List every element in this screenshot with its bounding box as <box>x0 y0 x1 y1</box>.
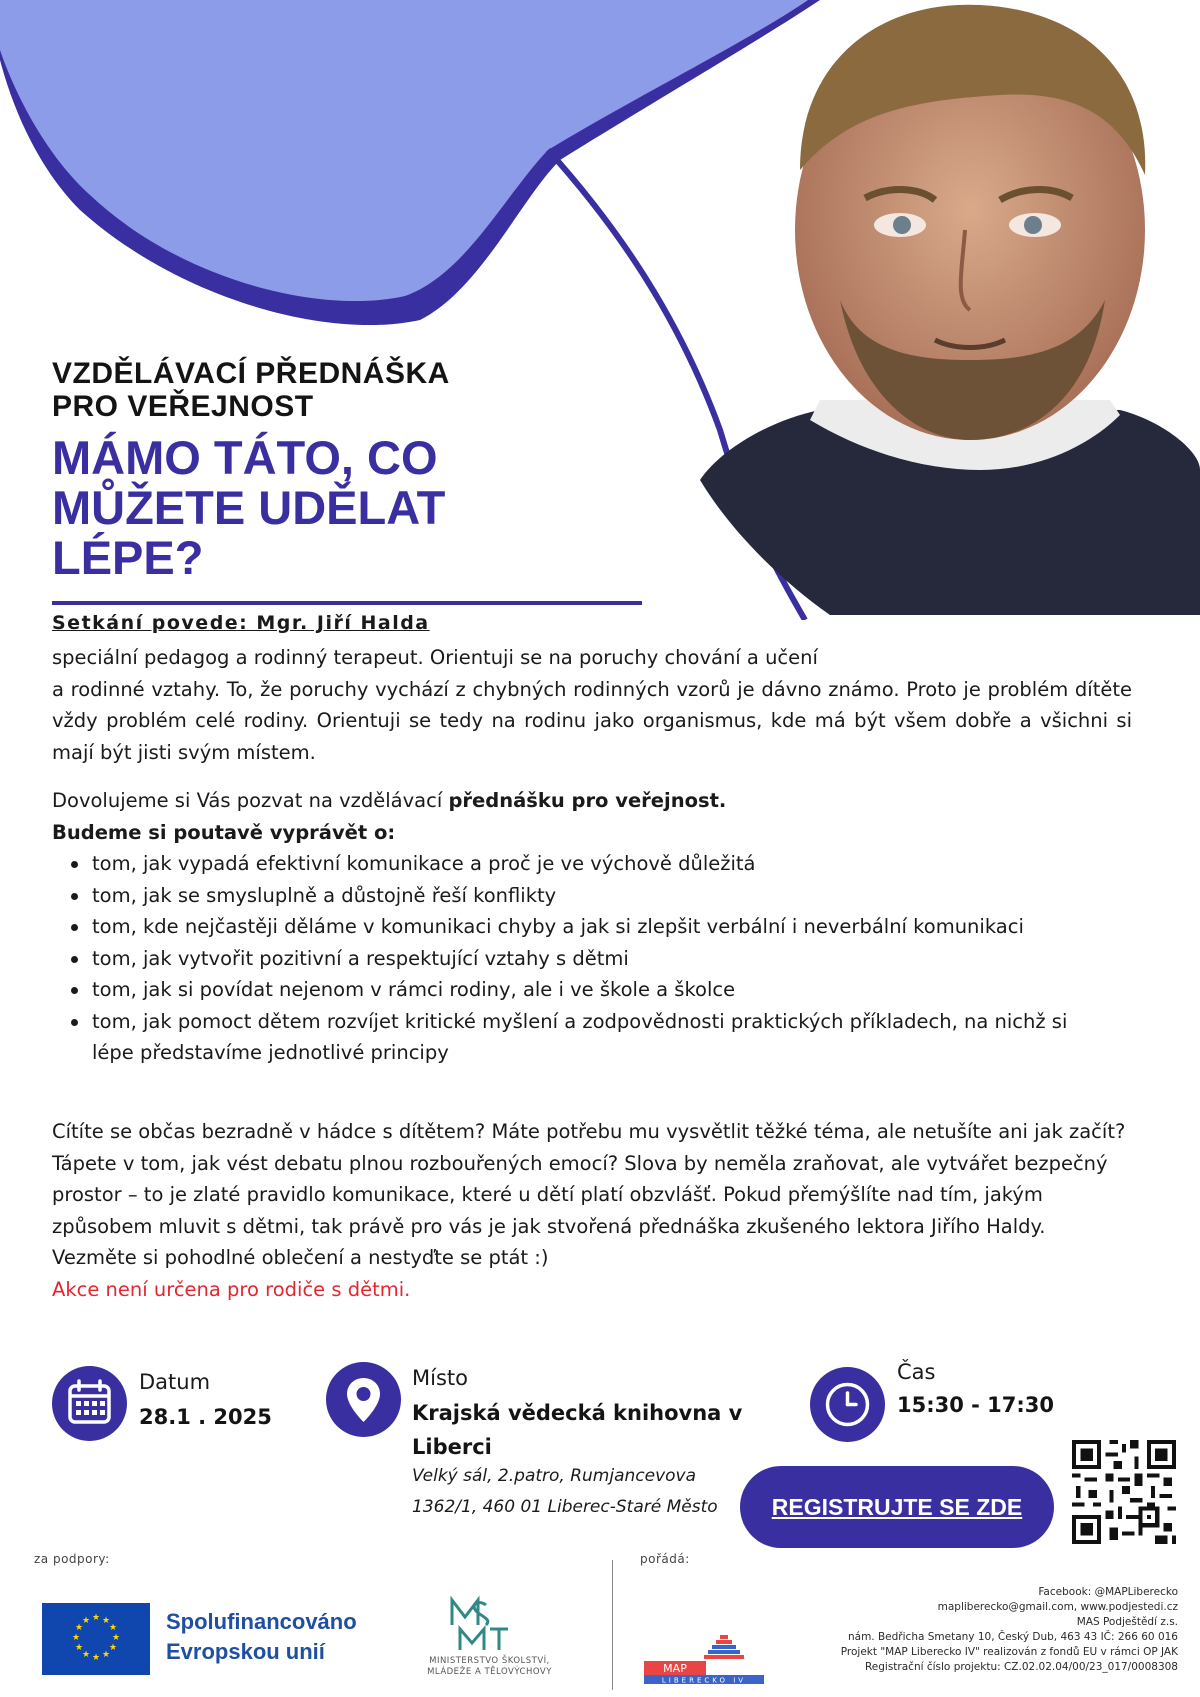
kicker-line-2: PRO VEŘEJNOST <box>52 390 314 423</box>
footer-divider <box>612 1560 613 1690</box>
organizer-info <box>748 1585 1178 1675</box>
date-value: 28.1 . 2025 <box>139 1405 272 1429</box>
map-logo-top: MAP <box>663 1662 687 1675</box>
place-address <box>412 1461 718 1523</box>
address-line-1: Velký sál, 2.patro, Rumjancevova <box>412 1466 697 1486</box>
invitation <box>52 785 1152 848</box>
svg-text:★: ★ <box>71 1633 81 1643</box>
svg-text:★: ★ <box>101 1650 111 1660</box>
title-line-3: LÉPE? <box>52 531 204 584</box>
msmt-text <box>412 1656 567 1678</box>
eu-line-1: Spolufinancováno <box>166 1609 357 1634</box>
clothes-note: Vezměte si pohodlné oblečení a nestyďte se ptát :) <box>52 1246 549 1269</box>
eu-cofinance-text <box>166 1607 357 1667</box>
org-project: Projekt "MAP Liberecko IV" realizován z fondů EU v rámci OP JAK <box>840 1646 1178 1658</box>
svg-text:★: ★ <box>108 1623 118 1633</box>
eu-line-2: Evropskou unií <box>166 1639 325 1664</box>
svg-text:★: ★ <box>81 1650 91 1660</box>
place-line-2: Liberci <box>412 1435 492 1459</box>
svg-text:★: ★ <box>108 1643 118 1653</box>
place-value <box>412 1396 742 1464</box>
speaker-bio <box>52 642 1132 768</box>
time-value: 15:30 - 17:30 <box>897 1393 1055 1417</box>
svg-text:★: ★ <box>74 1643 84 1653</box>
calendar-icon <box>52 1366 127 1441</box>
description <box>52 1116 1142 1305</box>
org-contact: mapliberecko@gmail.com, www.podjestedi.cz <box>937 1601 1178 1613</box>
svg-text:★: ★ <box>74 1623 84 1633</box>
invite-bold: přednášku pro veřejnost. <box>448 789 727 812</box>
clock-icon <box>810 1367 885 1442</box>
bio-line-1: speciální pedagog a rodinný terapeut. Orientuji se na poruchy chování a učení <box>52 646 818 669</box>
warning-note: Akce není určena pro rodiče s dětmi. <box>52 1277 411 1301</box>
topics-list <box>68 848 1068 1069</box>
title-line-2: MŮŽETE UDĚLAT <box>52 481 446 534</box>
title-divider <box>52 601 642 605</box>
invite-line <box>52 785 1152 817</box>
bio-rest: a rodinné vztahy. To, že poruchy vychází z chybných rodinných vzorů je dávno známo. Proto je problém dítěte vždy problém celé rodiny. Orientuji se tedy na rodinu jako organismus, kde má být všem dobře a všichni si mají být jisti svým místem. <box>52 677 1132 764</box>
msmt-line-1: MINISTERSTVO ŠKOLSTVÍ, <box>429 1656 550 1666</box>
topics-intro: Budeme si poutavě vyprávět o: <box>52 820 396 844</box>
svg-text:★: ★ <box>111 1633 121 1643</box>
list-item: tom, jak se smysluplně a důstojně řeší konflikty <box>68 880 1068 912</box>
svg-text:★: ★ <box>91 1653 101 1663</box>
org-address: nám. Bedřicha Smetany 10, Český Dub, 463 43 IČ: 266 60 016 <box>847 1631 1178 1643</box>
msmt-logo <box>440 1595 520 1655</box>
place-label: Místo <box>412 1366 468 1390</box>
list-item: tom, jak si povídat nejenom v rámci rodiny, ale i ve škole a školce <box>68 974 1068 1006</box>
place-line-1: Krajská vědecká knihovna v <box>412 1401 743 1425</box>
invite-text: Dovolujeme si Vás pozvat na vzdělávací <box>52 789 449 812</box>
speaker-photo <box>700 0 1200 615</box>
org-registration: Registrační číslo projektu: CZ.02.02.04/00/23_017/0008308 <box>864 1661 1178 1673</box>
list-item: tom, jak vypadá efektivní komunikace a proč je ve výchově důležitá <box>68 848 1068 880</box>
address-line-2: 1362/1, 460 01 Liberec-Staré Město <box>412 1497 718 1517</box>
event-title <box>52 433 612 583</box>
kicker-line-1: VZDĚLÁVACÍ PŘEDNÁŠKA <box>52 357 450 390</box>
speaker-heading: Setkání povede: Mgr. Jiří Halda <box>52 612 430 634</box>
date-label: Datum <box>139 1370 211 1394</box>
list-item: tom, kde nejčastěji děláme v komunikaci chyby a jak si zlepšit verbální i neverbální komunikaci <box>68 911 1068 943</box>
org-facebook: Facebook: @MAPLiberecko <box>1038 1586 1178 1598</box>
organizer-label: pořádá: <box>640 1552 690 1566</box>
qr-code[interactable] <box>1072 1440 1176 1544</box>
description-paragraph: Cítíte se občas bezradně v hádce s dítětem? Máte potřebu mu vysvětlit těžké téma, ale netušíte ani jak začít? Tápete v tom, jak vést debatu plnou rozbouřených emocí? Slova by neměla zraňovat, ale vytvářet bezpečný prostor – to je zlaté pravidlo komunikace, které u dětí platí obzvlášť. Pokud přemýšlíte nad tím, jakým způsobem mluvit s dětmi, tak právě pro vás je jak stvořená přednáška zkušeného lektora Jiřího Haldy. <box>52 1120 1126 1238</box>
msmt-line-2: MLÁDEŽE A TĚLOVÝCHOVY <box>427 1667 552 1677</box>
svg-text:★: ★ <box>81 1616 91 1626</box>
event-kicker <box>52 357 450 423</box>
register-button[interactable]: REGISTRUJTE SE ZDE <box>740 1466 1054 1548</box>
svg-text:★: ★ <box>91 1613 101 1623</box>
list-item: tom, jak pomoct dětem rozvíjet kritické myšlení a zodpovědnosti praktických příkladech, na nichž si lépe představíme jednotlivé principy <box>68 1006 1068 1069</box>
support-label: za podpory: <box>34 1552 110 1566</box>
map-logo-bottom: LIBERECKO IV <box>661 1676 747 1685</box>
svg-text:★: ★ <box>101 1616 111 1626</box>
location-pin-icon <box>326 1362 401 1437</box>
eu-flag-icon <box>42 1603 150 1675</box>
org-name: MAS Podještědí z.s. <box>1076 1616 1178 1628</box>
title-line-1: MÁMO TÁTO, CO <box>52 431 438 484</box>
time-label: Čas <box>897 1360 936 1384</box>
list-item: tom, jak vytvořit pozitivní a respektující vztahy s dětmi <box>68 943 1068 975</box>
